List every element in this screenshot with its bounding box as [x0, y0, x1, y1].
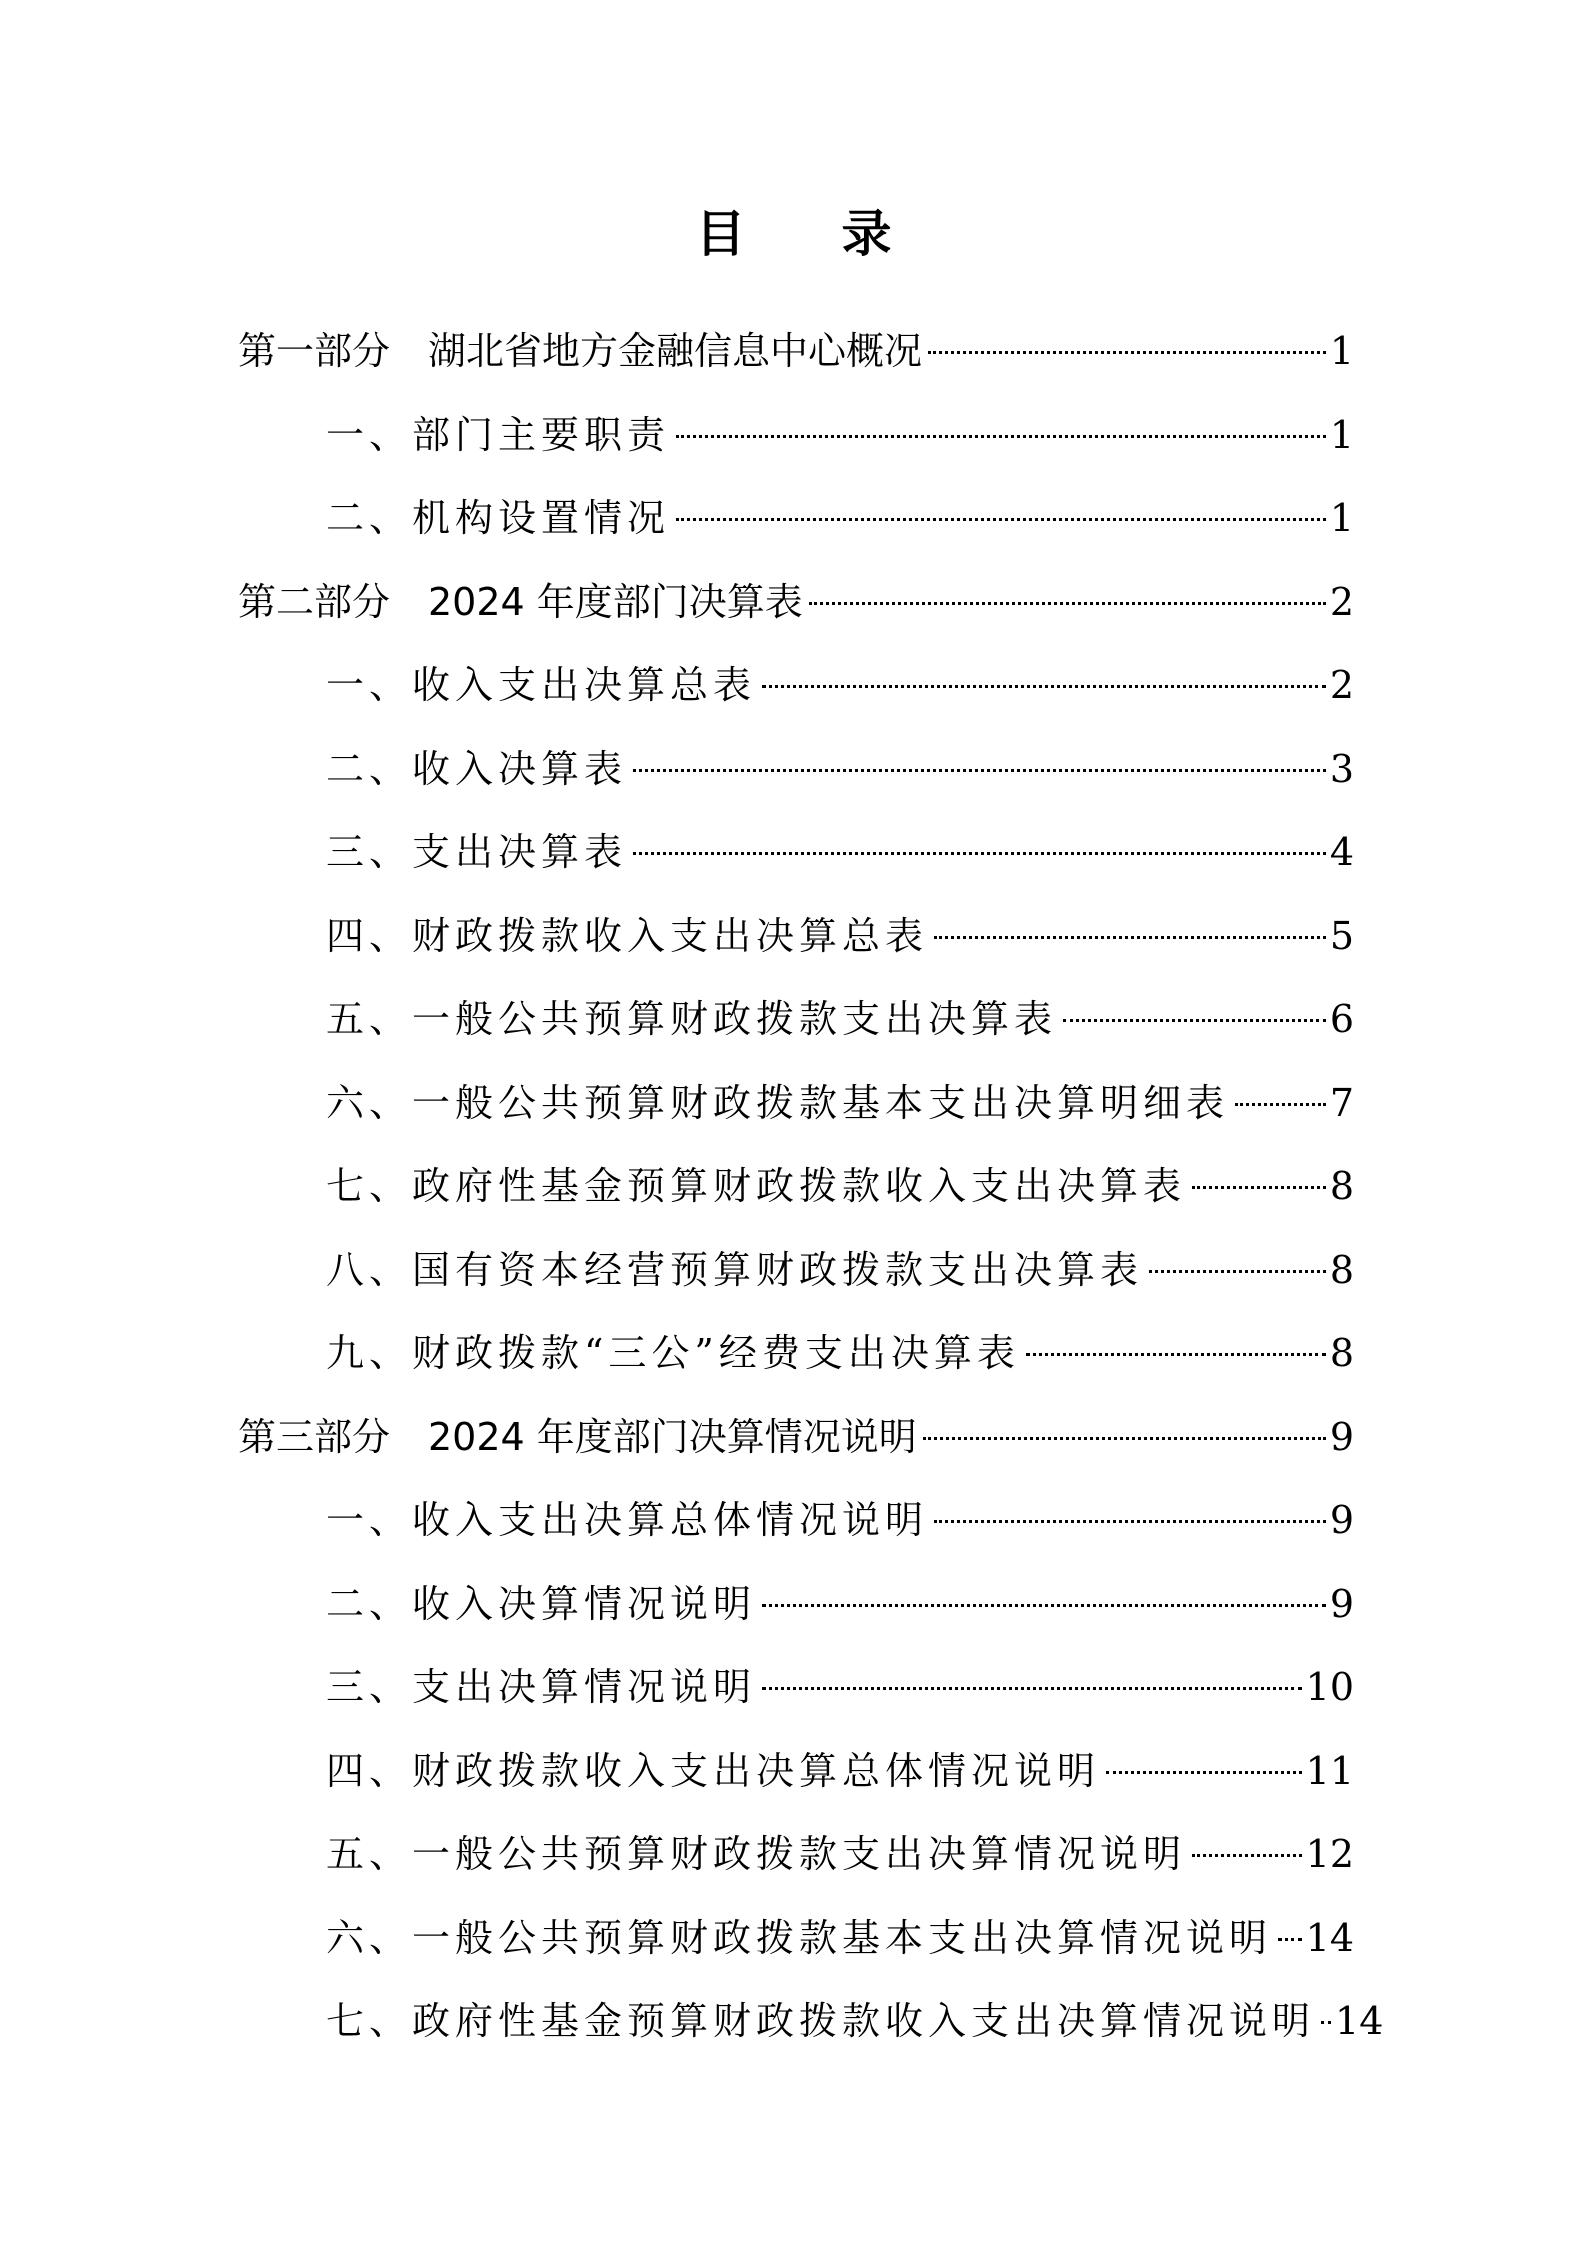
toc-leader-dots: [676, 435, 1326, 438]
toc-leader-dots: [923, 1437, 1326, 1440]
toc-entry-page: 2: [1329, 579, 1354, 624]
toc-leader-dots: [809, 602, 1326, 605]
toc-entry-page: 10: [1305, 1665, 1354, 1709]
toc-leader-dots: [1063, 1019, 1326, 1022]
toc-leader-dots: [1321, 2021, 1331, 2024]
toc-entry-text: 六、一般公共预算财政拨款基本支出决算明细表: [326, 1080, 1230, 1125]
toc-entry-part-2[interactable]: [238, 561, 1354, 645]
toc-entry-page: 3: [1329, 746, 1354, 791]
toc-entry[interactable]: [238, 1229, 1354, 1313]
toc-entry[interactable]: [238, 1646, 1354, 1730]
toc-entry-page: 6: [1329, 997, 1354, 1041]
toc-entry-text: 四、财政拨款收入支出决算总体情况说明: [326, 1748, 1101, 1793]
toc-entry-text: 一、收入支出决算总体情况说明: [326, 1498, 929, 1542]
toc-entry-text: 五、一般公共预算财政拨款支出决算情况说明: [326, 1832, 1187, 1876]
toc-entry-page: 14: [1305, 1915, 1354, 1960]
toc-leader-dots: [934, 1520, 1326, 1523]
toc-leader-dots: [1192, 1854, 1302, 1857]
toc-entry-page: 8: [1329, 1331, 1354, 1375]
toc-entry-page: 1: [1329, 329, 1354, 373]
toc-entry-text: 五、一般公共预算财政拨款支出决算表: [326, 997, 1058, 1041]
toc-entry[interactable]: [238, 1563, 1354, 1647]
toc-entry[interactable]: [238, 394, 1354, 478]
toc-entry-text: 七、政府性基金预算财政拨款收入支出决算情况说明: [326, 1999, 1316, 2043]
toc-entry-part-1[interactable]: [238, 310, 1354, 394]
toc-leader-dots: [928, 351, 1326, 354]
toc-list: [238, 310, 1384, 2064]
toc-leader-dots: [676, 518, 1326, 521]
toc-entry-text: 二、收入决算情况说明: [326, 1581, 757, 1626]
toc-entry[interactable]: [238, 811, 1354, 895]
toc-leader-dots: [1278, 1938, 1302, 1941]
toc-entry-text: 八、国有资本经营预算财政拨款支出决算表: [326, 1247, 1144, 1292]
toc-entry[interactable]: [238, 644, 1354, 728]
toc-entry-text: 二、机构设置情况: [326, 496, 671, 540]
toc-leader-dots: [762, 685, 1326, 688]
toc-entry-text: 六、一般公共预算财政拨款基本支出决算情况说明: [326, 1915, 1273, 1960]
toc-entry[interactable]: [238, 1145, 1354, 1229]
toc-entry[interactable]: [238, 1479, 1354, 1563]
toc-entry-page: 1: [1329, 412, 1354, 457]
toc-entry-text: 七、政府性基金预算财政拨款收入支出决算表: [326, 1164, 1187, 1208]
toc-title: 目录: [695, 205, 988, 263]
toc-entry-page: 14: [1335, 1999, 1384, 2043]
toc-leader-dots: [1149, 1270, 1326, 1273]
toc-entry-page: 2: [1329, 663, 1354, 707]
toc-entry[interactable]: [238, 1897, 1354, 1981]
toc-leader-dots: [633, 852, 1326, 855]
toc-entry-page: 9: [1329, 1414, 1354, 1459]
toc-entry-text: 一、收入支出决算总表: [326, 663, 757, 707]
toc-entry-text: 九、财政拨款“三公”经费支出决算表: [326, 1331, 1020, 1375]
toc-entry[interactable]: [238, 895, 1354, 979]
toc-entry-page: 9: [1329, 1498, 1354, 1542]
toc-entry-page: 11: [1305, 1748, 1354, 1793]
toc-entry-text: 第二部分 2024 年度部门决算表: [238, 579, 803, 624]
toc-entry[interactable]: [238, 1813, 1354, 1897]
toc-leader-dots: [762, 1687, 1302, 1690]
toc-entry-page: 1: [1329, 496, 1354, 540]
toc-entry-page: 5: [1329, 913, 1354, 958]
toc-entry-text: 四、财政拨款收入支出决算总表: [326, 913, 929, 958]
toc-entry-text: 第三部分 2024 年度部门决算情况说明: [238, 1414, 917, 1459]
toc-entry[interactable]: [238, 1312, 1354, 1396]
toc-entry-text: 第一部分 湖北省地方金融信息中心概况: [238, 329, 923, 373]
toc-leader-dots: [1235, 1103, 1326, 1106]
toc-entry[interactable]: [238, 1980, 1384, 2064]
toc-entry[interactable]: [238, 477, 1354, 561]
toc-entry-text: 一、部门主要职责: [326, 412, 671, 457]
toc-entry-page: 7: [1329, 1080, 1354, 1125]
toc-entry-text: 三、支出决算情况说明: [326, 1665, 757, 1709]
toc-leader-dots: [1026, 1353, 1326, 1356]
toc-leader-dots: [762, 1604, 1326, 1607]
toc-entry[interactable]: [238, 978, 1354, 1062]
toc-entry-page: 8: [1329, 1164, 1354, 1208]
toc-entry-page: 12: [1305, 1832, 1354, 1876]
toc-leader-dots: [633, 769, 1326, 772]
toc-entry[interactable]: [238, 1062, 1354, 1146]
toc-entry-page: 4: [1329, 830, 1354, 874]
toc-entry-text: 三、支出决算表: [326, 830, 628, 874]
toc-entry[interactable]: [238, 728, 1354, 812]
toc-leader-dots: [1192, 1186, 1326, 1189]
toc-entry-page: 8: [1329, 1247, 1354, 1292]
toc-entry-page: 9: [1329, 1581, 1354, 1626]
toc-leader-dots: [1106, 1771, 1302, 1774]
toc-entry-part-3[interactable]: [238, 1396, 1354, 1480]
toc-leader-dots: [934, 936, 1326, 939]
toc-entry[interactable]: [238, 1730, 1354, 1814]
toc-entry-text: 二、收入决算表: [326, 746, 628, 791]
